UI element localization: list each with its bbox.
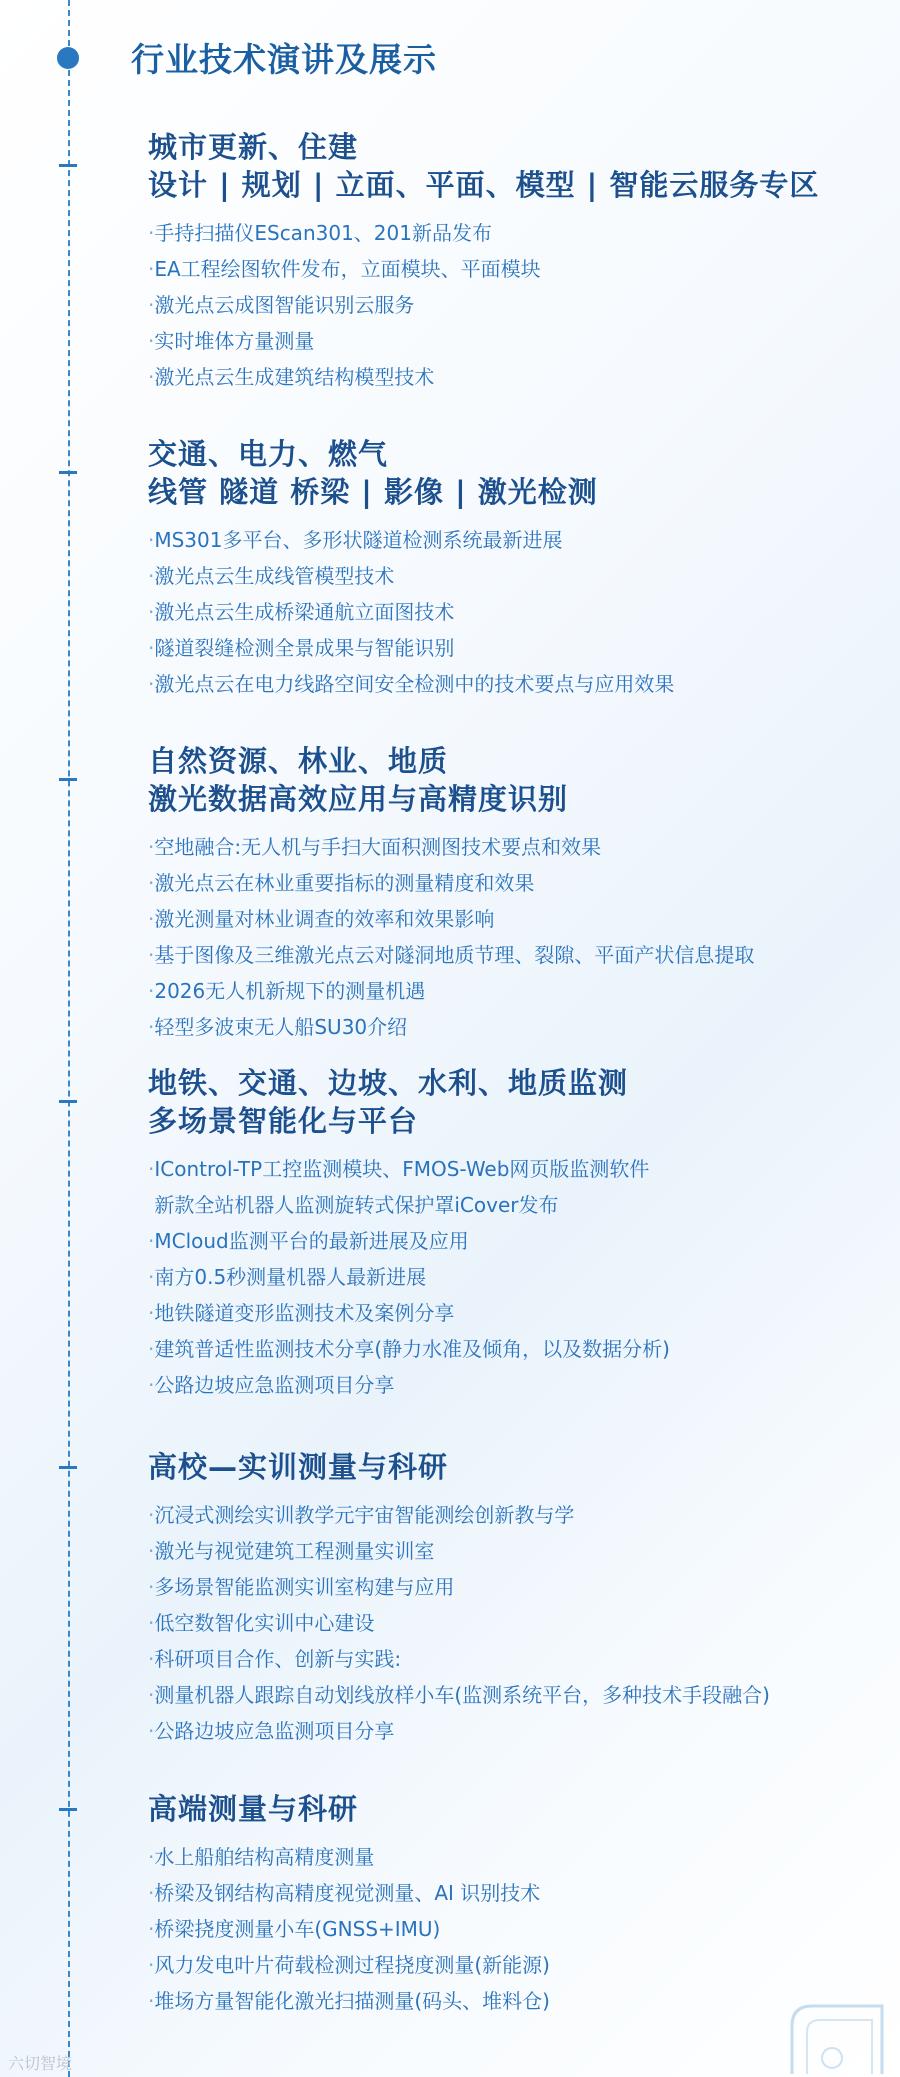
- list-item: ·隧道裂缝检测全景成果与智能识别: [148, 636, 455, 660]
- section-heading: [148, 742, 888, 818]
- section-monitoring: [148, 1064, 888, 1403]
- list-item: ·EA工程绘图软件发布，立面模块、平面模块: [148, 257, 541, 281]
- list-item: ·桥梁及钢结构高精度视觉测量、AI 识别技术: [148, 1881, 541, 1905]
- list-item: ·风力发电叶片荷载检测过程挠度测量(新能源): [148, 1953, 550, 1977]
- section-natural-resources: [148, 742, 888, 1045]
- section-heading: [148, 128, 888, 204]
- list-item: ·公路边坡应急监测项目分享: [148, 1373, 395, 1397]
- list-item: ·激光点云生成线管模型技术: [148, 564, 395, 588]
- section-heading-line: 交通、电力、燃气: [148, 437, 389, 471]
- list-item: ·手持扫描仪EScan301、201新品发布: [148, 221, 492, 245]
- list-item: ·堆场方量智能化激光扫描测量(码头、堆料仓): [148, 1989, 550, 2013]
- section-item-list: [148, 215, 888, 395]
- list-item: ·MCloud监测平台的最新进展及应用: [148, 1229, 469, 1253]
- section-heading: [148, 1448, 888, 1486]
- section-heading: [148, 1790, 888, 1828]
- section-heading-line: 设计 | 规划 | 立面、平面、模型 | 智能云服务专区: [148, 168, 820, 202]
- section-item-list: [148, 829, 888, 1045]
- list-item: ·公路边坡应急监测项目分享: [148, 1719, 395, 1743]
- timeline-tick: [59, 164, 77, 167]
- list-item: ·2026无人机新规下的测量机遇: [148, 979, 426, 1003]
- list-item: ·激光点云生成桥梁通航立面图技术: [148, 600, 455, 624]
- section-transport-power: [148, 435, 888, 702]
- timeline-line: [68, 0, 70, 2077]
- list-item: ·基于图像及三维激光点云对隧洞地质节理、裂隙、平面产状信息提取: [148, 943, 755, 967]
- section-heading: [148, 1064, 888, 1140]
- section-universities: [148, 1448, 888, 1749]
- section-heading: [148, 435, 888, 511]
- timeline-dot: [57, 47, 79, 69]
- list-item: ·激光点云在电力线路空间安全检测中的技术要点与应用效果: [148, 672, 675, 696]
- section-item-list: [148, 1497, 888, 1749]
- list-item: ·桥梁挠度测量小车(GNSS+IMU): [148, 1917, 441, 1941]
- list-item: ·空地融合:无人机与手扫大面积测图技术要点和效果: [148, 835, 602, 859]
- list-item: ·沉浸式测绘实训教学元宇宙智能测绘创新教与学: [148, 1503, 575, 1527]
- list-item: ·水上船舶结构高精度测量: [148, 1845, 375, 1869]
- timeline-tick: [59, 1100, 77, 1103]
- list-item: ·地铁隧道变形监测技术及案例分享: [148, 1301, 455, 1325]
- timeline-tick: [59, 1466, 77, 1469]
- section-heading-line: 城市更新、住建: [148, 130, 359, 164]
- list-item: ·测量机器人跟踪自动划线放样小车(监测系统平台，多种技术手段融合): [148, 1683, 770, 1707]
- page-title: 行业技术演讲及展示: [131, 40, 437, 79]
- section-heading-line: 高端测量与科研: [148, 1792, 359, 1826]
- section-heading-line: 高校—实训测量与科研: [148, 1450, 449, 1484]
- section-heading-line: 线管 隧道 桥梁 | 影像 | 激光检测: [148, 475, 598, 509]
- list-item: ·低空数智化实训中心建设: [148, 1611, 375, 1635]
- timeline-tick: [59, 471, 77, 474]
- section-item-list: [148, 1151, 888, 1403]
- timeline-tick: [59, 1808, 77, 1811]
- list-item: ·激光与视觉建筑工程测量实训室: [148, 1539, 435, 1563]
- section-urban-renewal: [148, 128, 888, 395]
- section-heading-line: 多场景智能化与平台: [148, 1104, 419, 1138]
- list-item: ·激光测量对林业调查的效率和效果影响: [148, 907, 495, 931]
- list-item: ·多场景智能监测实训室构建与应用: [148, 1575, 455, 1599]
- list-item: ·MS301多平台、多形状隧道检测系统最新进展: [148, 528, 563, 552]
- section-heading-line: 地铁、交通、边坡、水利、地质监测: [148, 1066, 629, 1100]
- list-item: ·科研项目合作、创新与实践:: [148, 1647, 402, 1671]
- list-item: ·轻型多波束无人船SU30介绍: [148, 1015, 408, 1039]
- device-outline-decoration: [772, 1996, 892, 2076]
- section-heading-line: 激光数据高效应用与高精度识别: [148, 782, 569, 816]
- list-item: ·实时堆体方量测量: [148, 329, 315, 353]
- timeline-tick: [59, 778, 77, 781]
- list-item: ·IControl-TP工控监测模块、FMOS-Web网页版监测软件: [148, 1157, 650, 1181]
- list-item: ·南方0.5秒测量机器人最新进展: [148, 1265, 427, 1289]
- list-item: ·激光点云生成建筑结构模型技术: [148, 365, 435, 389]
- section-heading-line: 自然资源、林业、地质: [148, 744, 449, 778]
- watermark: 六切智境: [8, 2054, 73, 2073]
- list-item: ·激光点云在林业重要指标的测量精度和效果: [148, 871, 535, 895]
- section-high-end-measurement: [148, 1790, 888, 2019]
- list-item: 新款全站机器人监测旋转式保护罩iCover发布: [148, 1193, 559, 1217]
- list-item: ·建筑普适性监测技术分享(静力水准及倾角，以及数据分析): [148, 1337, 670, 1361]
- section-item-list: [148, 1839, 888, 2019]
- section-item-list: [148, 522, 888, 702]
- list-item: ·激光点云成图智能识别云服务: [148, 293, 415, 317]
